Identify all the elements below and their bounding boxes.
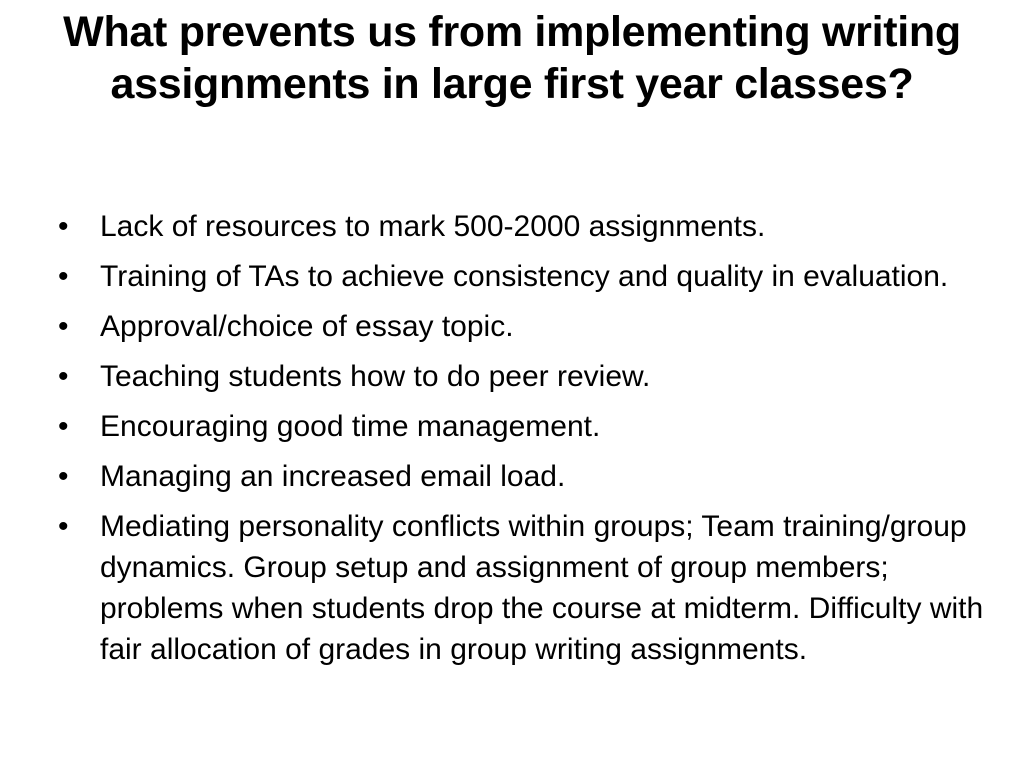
bullet-item <box>56 506 1016 670</box>
bullet-text: Lack of resources to mark 500-2000 assignments. <box>100 210 766 243</box>
bullet-icon: • <box>58 310 69 343</box>
bullet-item <box>56 256 1016 297</box>
bullet-icon: • <box>58 210 69 243</box>
bullet-item <box>56 356 1016 397</box>
bullet-text: Encouraging good time management. <box>100 410 601 443</box>
bullet-icon: • <box>58 510 69 543</box>
bullet-item <box>56 406 1016 447</box>
bullet-text: Managing an increased email load. <box>100 460 566 493</box>
bullet-icon: • <box>58 460 69 493</box>
bullet-text: Mediating personality conflicts within groups; Team training/group dynamics. Group setup and assignment of group members; problems when students drop the course at midterm. Difficulty with fair allocation of grades in group writing assignments. <box>100 510 984 666</box>
bullet-text: Training of TAs to achieve consistency and quality in evaluation. <box>100 260 949 293</box>
bullet-icon: • <box>58 360 69 393</box>
bullet-icon: • <box>58 410 69 443</box>
bullet-icon: • <box>58 260 69 293</box>
slide-title: What prevents us from implementing writing assignments in large first year classes? <box>63 8 961 108</box>
bullet-item <box>56 206 1016 247</box>
bullet-item <box>56 306 1016 347</box>
bullet-list <box>56 206 1016 679</box>
bullet-text: Teaching students how to do peer review. <box>100 360 651 393</box>
bullet-text: Approval/choice of essay topic. <box>100 310 514 343</box>
bullet-item <box>56 456 1016 497</box>
